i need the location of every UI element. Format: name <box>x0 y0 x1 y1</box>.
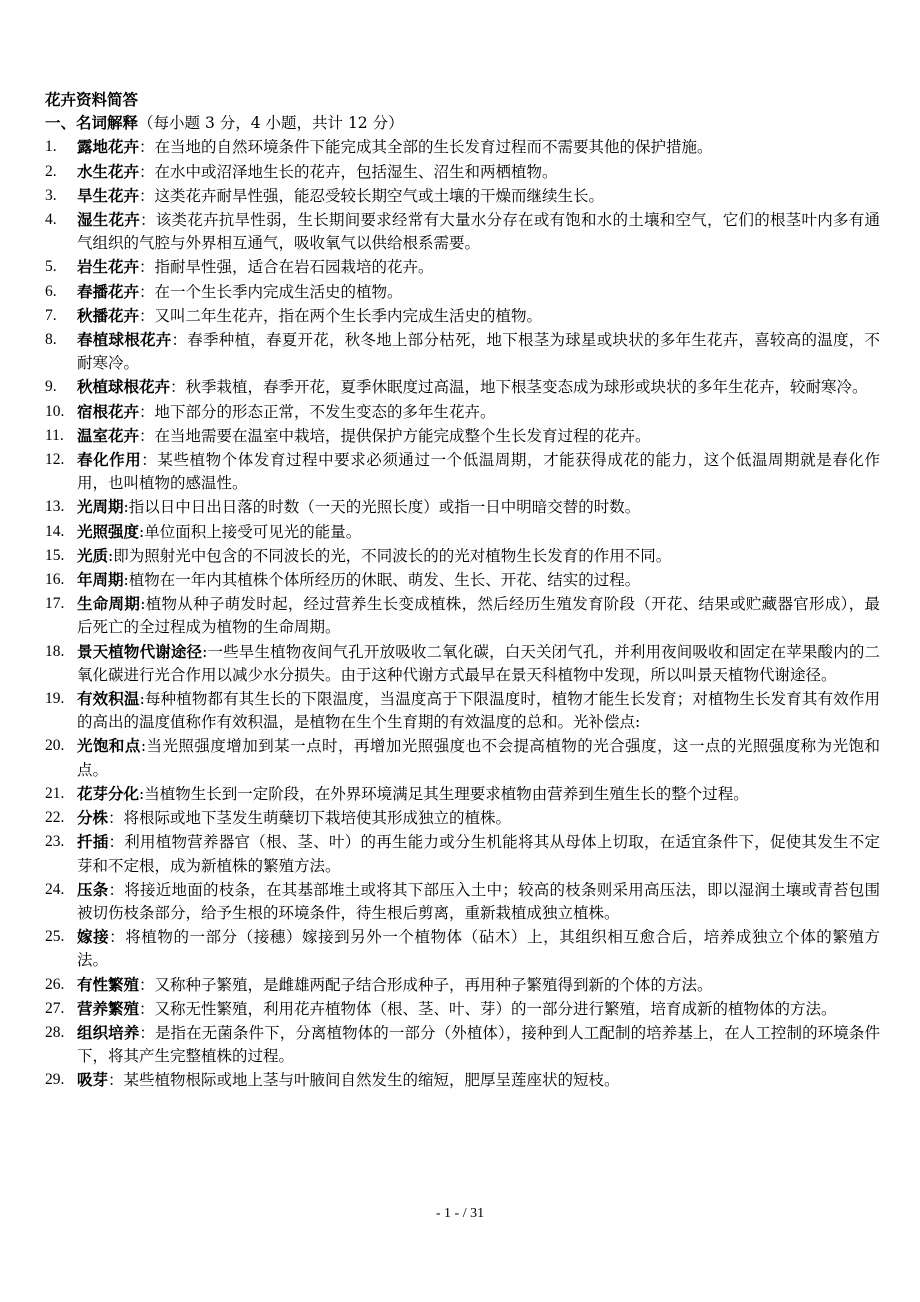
term-name: 水生花卉 <box>77 161 140 181</box>
term-name: 春植球根花卉 <box>77 330 172 350</box>
term-definition: 一些旱生植物夜间气孔开放吸收二氧化碳，白天关闭气孔，并利用夜间吸收和固定在苹果酸内的二氧化碳进行光合作用以减少水分损失。由于这种代谢方式最早在景天科植物中发现，所以叫景天植物代谢途径。 <box>77 642 880 684</box>
term-separator: ： <box>139 258 155 277</box>
term-separator: ： <box>139 999 155 1018</box>
term-separator: ： <box>139 975 155 994</box>
term-item <box>45 687 880 734</box>
term-separator: ： <box>108 1071 124 1090</box>
term-item <box>45 973 880 997</box>
term-separator: ： <box>108 880 125 899</box>
term-name: 分株 <box>77 808 109 828</box>
term-separator: : <box>140 737 147 756</box>
term-item <box>45 568 880 592</box>
term-number: 3. <box>45 186 57 204</box>
term-name: 岩生花卉 <box>77 257 140 277</box>
term-separator: ： <box>140 211 156 230</box>
term-item <box>45 135 880 159</box>
term-number: 12. <box>45 451 65 469</box>
term-separator: ： <box>141 451 158 470</box>
term-item <box>45 495 880 519</box>
term-name: 宿根花卉 <box>77 401 140 421</box>
term-number: 14. <box>45 522 65 540</box>
term-separator: : <box>202 642 208 661</box>
term-name: 旱生花卉 <box>77 185 140 205</box>
term-definition: 即为照射光中包含的不同波长的光，不同波长的的光对植物生长发育的作用不同。 <box>113 546 672 565</box>
term-item <box>45 1021 880 1068</box>
term-definition: 在一个生长季内完成生活史的植物。 <box>154 282 403 301</box>
term-number: 28. <box>45 1023 65 1041</box>
term-item <box>45 734 880 781</box>
term-number: 11. <box>45 426 64 444</box>
term-item <box>45 375 880 399</box>
term-separator: ： <box>139 402 155 421</box>
term-item <box>45 255 880 279</box>
term-definition: 每种植物都有其生长的下限温度，当温度高于下限温度时，植物才能生长发育；对植物生长发育其有效作用的高出的温度值称作有效积温，是植物在生个生育期的有效温度的总和。光补偿点: <box>77 690 880 732</box>
term-name: 吸芽 <box>77 1070 109 1090</box>
term-definition: 春季种植，春夏开花，秋冬地上部分枯死，地下根茎为球星或块状的多年生花卉，喜较高的温度，不耐寒冷。 <box>77 331 880 373</box>
term-separator: ： <box>139 186 155 205</box>
term-number: 9. <box>45 378 57 396</box>
term-definition: 地下部分的形态正常，不发生变态的多年生花卉。 <box>154 402 496 421</box>
term-separator: : <box>139 690 145 709</box>
term-separator: ： <box>139 426 155 445</box>
term-number: 5. <box>45 258 57 276</box>
term-number: 26. <box>45 975 65 993</box>
term-item <box>45 782 880 806</box>
term-number: 17. <box>45 595 65 613</box>
term-item <box>45 424 880 448</box>
term-separator: ： <box>139 1023 155 1042</box>
term-item <box>45 328 880 375</box>
term-separator: : <box>108 546 114 565</box>
term-definition: 又称种子繁殖，是雌雄两配子结合形成种子，再用种子繁殖得到新的个体的方法。 <box>154 975 713 994</box>
term-number: 15. <box>45 546 65 564</box>
term-definition: 某些植物个体发育过程中要求必须通过一个低温周期，才能获得成花的能力，这个低温周期就是春化作用，也叫植物的感温性。 <box>77 451 880 493</box>
term-item <box>45 400 880 424</box>
term-item <box>45 184 880 208</box>
term-number: 23. <box>45 833 65 851</box>
term-number: 18. <box>45 642 65 660</box>
term-definition: 植物在一年内其植株个体所经历的休眠、萌发、生长、开花、结实的过程。 <box>128 571 641 590</box>
section-title: 一、名词解释 <box>45 113 139 133</box>
term-name: 春播花卉 <box>77 281 140 301</box>
term-name: 有效积温 <box>77 689 140 709</box>
term-number: 27. <box>45 999 65 1017</box>
term-name: 生命周期 <box>77 594 141 614</box>
term-separator: ： <box>139 306 155 325</box>
term-name: 秋播花卉 <box>77 305 140 325</box>
term-name: 花芽分化 <box>77 783 140 803</box>
term-name: 压条 <box>77 879 109 899</box>
term-separator: ： <box>139 282 155 301</box>
term-number: 13. <box>45 498 65 516</box>
term-definition: 单位面积上接受可见光的能量。 <box>144 522 362 541</box>
term-separator: : <box>123 571 129 590</box>
term-separator: ： <box>171 331 188 350</box>
term-item <box>45 208 880 255</box>
term-item <box>45 520 880 544</box>
term-list <box>45 135 880 1092</box>
term-item <box>45 997 880 1021</box>
term-separator: : <box>139 522 145 541</box>
term-separator: ： <box>139 138 155 157</box>
term-definition: 是指在无菌条件下，分离植物体的一部分（外植体），接种到人工配制的培养基上，在人工控制的环境条件下，将其产生完整植株的过程。 <box>77 1023 880 1066</box>
term-separator: : <box>123 498 129 517</box>
term-definition: 当植物生长到一定阶段，在外界环境满足其生理要求植物由营养到生殖生长的整个过程。 <box>144 784 749 803</box>
page-footer: - 1 - / 31 <box>435 1206 485 1221</box>
term-number: 25. <box>45 928 65 946</box>
term-number: 16. <box>45 571 65 589</box>
term-name: 光周期 <box>77 497 124 517</box>
term-definition: 这类花卉耐旱性强，能忍受较长期空气或土壤的干燥而继续生长。 <box>154 186 605 205</box>
term-definition: 当光照强度增加到某一点时，再增加光照强度也不会提高植物的光合强度，这一点的光照强度称为光饱和点。 <box>77 737 880 779</box>
term-definition: 指以日中日出日落的时数（一天的光照长度）或指一日中明暗交替的时数。 <box>128 498 641 517</box>
term-item <box>45 160 880 184</box>
term-item <box>45 640 880 687</box>
term-number: 7. <box>45 306 57 324</box>
term-number: 2. <box>45 162 57 180</box>
term-name: 年周期 <box>77 570 124 590</box>
term-definition: 秋季栽植，春季开花，夏季休眠度过高温，地下根茎变态成为球形或块状的多年生花卉，较耐寒冷。 <box>185 378 868 397</box>
term-separator: ： <box>109 928 126 947</box>
term-definition: 又称无性繁殖，利用花卉植物体（根、茎、叶、芽）的一部分进行繁殖，培育成新的植物体的方法。 <box>154 999 837 1018</box>
term-separator: ： <box>108 809 124 828</box>
term-name: 有性繁殖 <box>77 974 140 994</box>
term-name: 营养繁殖 <box>77 998 140 1018</box>
term-definition: 某些植物根际或地上茎与叶腋间自然发生的缩短，肥厚呈莲座状的短枝。 <box>123 1071 620 1090</box>
term-name: 光饱和点 <box>77 736 141 756</box>
term-definition: 在当地需要在温室中栽培，提供保护方能完成整个生长发育过程的花卉。 <box>154 426 651 445</box>
term-definition: 在当地的自然环境条件下能完成其全部的生长发育过程而不需要其他的保护措施。 <box>154 138 713 157</box>
term-separator: ： <box>139 162 155 181</box>
term-name: 温室花卉 <box>77 425 140 445</box>
term-item <box>45 544 880 568</box>
term-number: 4. <box>45 211 57 229</box>
term-item <box>45 304 880 328</box>
term-name: 秋植球根花卉 <box>77 377 171 397</box>
term-name: 扦插 <box>77 832 109 852</box>
term-separator: ： <box>170 378 186 397</box>
term-name: 光照强度 <box>77 521 140 541</box>
term-number: 29. <box>45 1071 65 1089</box>
term-definition: 将接近地面的枝条，在其基部堆土或将其下部压入土中；较高的枝条则采用高压法，即以湿润土壤或青苔包围被切伤枝条部分，给予生根的环境条件，待生根后剪离，重新栽植成独立植株。 <box>77 880 880 922</box>
term-number: 24. <box>45 880 65 898</box>
term-separator: : <box>139 784 145 803</box>
term-definition: 植物从种子萌发时起，经过营养生长变成植株，然后经历生殖发育阶段（开花、结果或贮藏器官形成），最后死亡的全过程成为植物的生命周期。 <box>77 595 880 637</box>
term-definition: 将植物的一部分（接穗）嫁接到另外一个植物体（砧木）上，其组织相互愈合后，培养成独立个体的繁殖方法。 <box>77 928 880 970</box>
term-number: 1. <box>45 138 57 156</box>
section-note: （每小题 3 分，4 小题，共计 12 分） <box>138 114 404 133</box>
term-item <box>45 878 880 925</box>
document-title: 花卉资料简答 <box>45 90 139 109</box>
term-definition: 利用植物营养器官（根、茎、叶）的再生能力或分生机能将其从母体上切取，在适宜条件下，促使其发生不定芽和不定根，成为新植株的繁殖方法。 <box>77 833 880 875</box>
term-name: 景天植物代谢途径 <box>77 641 203 661</box>
term-number: 10. <box>45 402 65 420</box>
term-definition: 指耐旱性强，适合在岩石园栽培的花卉。 <box>154 258 434 277</box>
term-item <box>45 925 880 972</box>
term-definition: 将根际或地下茎发生萌蘖切下栽培使其形成独立的植株。 <box>123 809 512 828</box>
term-number: 22. <box>45 809 65 827</box>
term-separator: ： <box>108 833 125 852</box>
term-number: 6. <box>45 282 57 300</box>
term-name: 湿生花卉 <box>77 210 140 230</box>
term-number: 8. <box>45 331 57 349</box>
term-definition: 在水中或沼泽地生长的花卉，包括湿生、沼生和两栖植物。 <box>154 162 558 181</box>
term-name: 露地花卉 <box>77 137 140 157</box>
term-name: 嫁接 <box>77 927 110 947</box>
term-item <box>45 448 880 495</box>
term-name: 春化作用 <box>77 450 142 470</box>
term-item <box>45 592 880 639</box>
term-definition: 该类花卉抗旱性弱，生长期间要求经常有大量水分存在或有饱和水的土壤和空气，它们的根茎叶内多有通气组织的气腔与外界相互通气，吸收氧气以供给根系需要。 <box>77 211 880 253</box>
term-separator: : <box>140 595 146 614</box>
term-item <box>45 806 880 830</box>
term-item <box>45 280 880 304</box>
term-number: 21. <box>45 784 65 802</box>
term-item <box>45 830 880 877</box>
term-number: 19. <box>45 690 65 708</box>
term-number: 20. <box>45 737 65 755</box>
term-name: 光质 <box>77 545 109 565</box>
document-page <box>45 88 880 1093</box>
section-header <box>45 111 880 135</box>
term-name: 组织培养 <box>77 1022 140 1042</box>
term-item <box>45 1068 880 1092</box>
term-definition: 又叫二年生花卉，指在两个生长季内完成生活史的植物。 <box>154 306 543 325</box>
